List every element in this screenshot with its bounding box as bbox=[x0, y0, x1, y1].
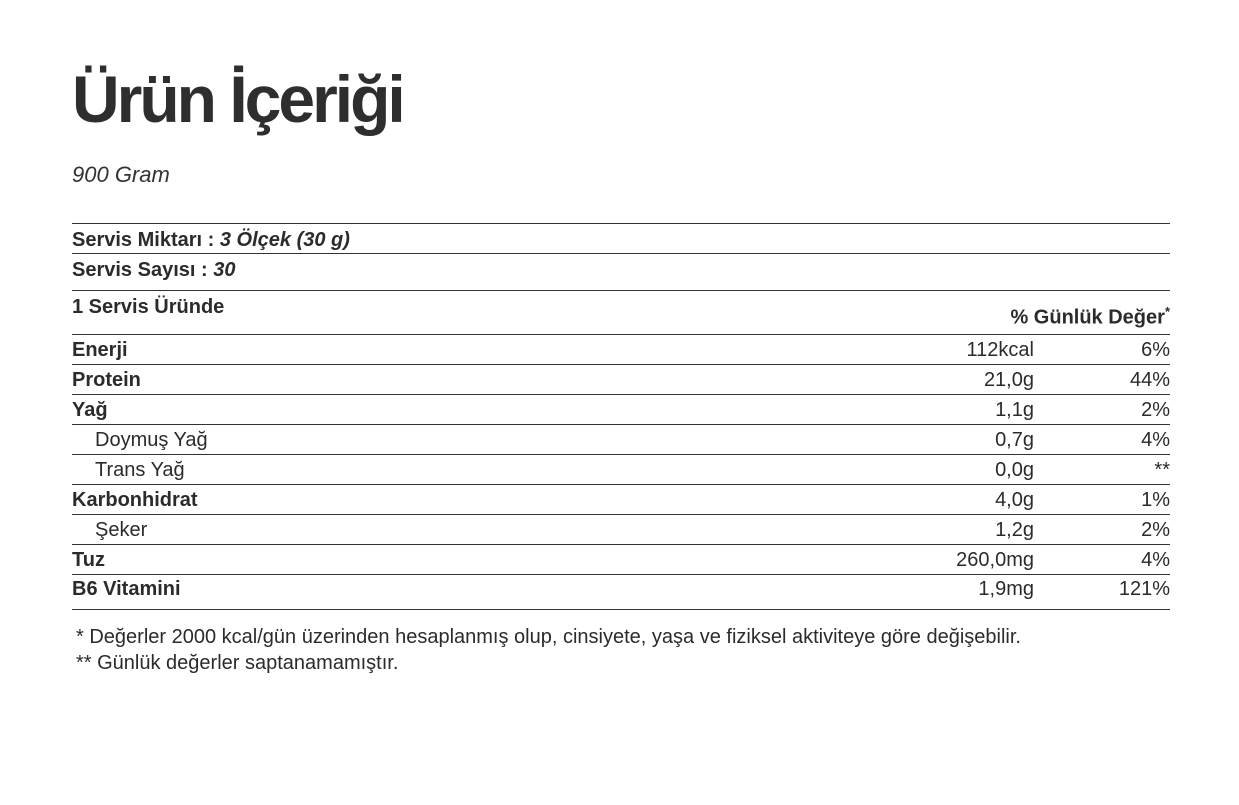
nutrient-daily-value: 44% bbox=[1129, 369, 1170, 391]
footnote: ** Günlük değerler saptanamamıştır. bbox=[76, 652, 399, 674]
nutrient-name: Doymuş Yağ bbox=[95, 429, 208, 451]
nutrient-amount: 4,0g bbox=[995, 489, 1034, 511]
package-weight: 900 Gram bbox=[72, 162, 170, 187]
nutrient-amount: 112kcal bbox=[966, 339, 1034, 361]
nutrient-amount: 1,1g bbox=[995, 399, 1034, 421]
divider bbox=[72, 223, 1170, 224]
table-row bbox=[72, 365, 1170, 395]
nutrient-daily-value: 6% bbox=[1141, 339, 1170, 361]
daily-value-header-label: % Günlük Değer bbox=[1010, 306, 1165, 329]
nutrient-daily-value: 2% bbox=[1141, 519, 1170, 541]
table-row bbox=[72, 574, 1170, 604]
nutrient-daily-value: 2% bbox=[1141, 399, 1170, 421]
nutrient-amount: 1,9mg bbox=[978, 578, 1034, 600]
nutrient-name: B6 Vitamini bbox=[72, 578, 181, 600]
servings-count-value: 30 bbox=[213, 259, 236, 281]
daily-value-asterisk: * bbox=[1164, 304, 1170, 319]
page-title: Ürün İçeriği bbox=[72, 62, 403, 136]
per-serving-header: 1 Servis Üründe bbox=[72, 296, 225, 318]
table-row bbox=[72, 485, 1170, 515]
nutrient-name: Trans Yağ bbox=[95, 459, 185, 481]
nutrient-amount: 21,0g bbox=[983, 369, 1034, 391]
nutrient-name: Enerji bbox=[72, 339, 128, 361]
nutrient-name: Karbonhidrat bbox=[72, 489, 198, 511]
nutrient-name: Tuz bbox=[72, 549, 105, 571]
table-row bbox=[72, 395, 1170, 425]
nutrient-name: Protein bbox=[72, 369, 141, 391]
nutrient-daily-value: 121% bbox=[1118, 578, 1170, 600]
nutrient-amount: 260,0mg bbox=[956, 549, 1034, 571]
nutrient-amount: 0,0g bbox=[995, 459, 1034, 481]
nutrient-name: Yağ bbox=[72, 399, 108, 421]
divider bbox=[72, 253, 1170, 254]
nutrient-daily-value: 4% bbox=[1141, 429, 1170, 451]
table-row bbox=[72, 425, 1170, 455]
nutrient-daily-value: 4% bbox=[1141, 549, 1170, 571]
nutrient-amount: 1,2g bbox=[995, 519, 1034, 541]
nutrient-name: Şeker bbox=[95, 519, 148, 541]
nutrient-daily-value: ** bbox=[1154, 459, 1170, 481]
table-row bbox=[72, 545, 1170, 575]
table-row bbox=[72, 335, 1170, 365]
serving-size-value: 3 Ölçek (30 g) bbox=[219, 229, 350, 251]
serving-size-label: Servis Miktarı : bbox=[72, 229, 215, 251]
table-row bbox=[72, 455, 1170, 485]
daily-value-header bbox=[1010, 300, 1170, 330]
serving-size bbox=[72, 228, 350, 252]
footnote: * Değerler 2000 kcal/gün üzerinden hesaplanmış olup, cinsiyete, yaşa ve fiziksel aktiviteye göre değişebilir. bbox=[76, 626, 1021, 648]
nutrient-daily-value: 1% bbox=[1141, 489, 1170, 511]
servings-count bbox=[72, 258, 235, 282]
divider bbox=[72, 290, 1170, 291]
nutrient-amount: 0,7g bbox=[995, 429, 1034, 451]
servings-count-label: Servis Sayısı : bbox=[72, 259, 208, 281]
divider bbox=[72, 609, 1170, 610]
table-row bbox=[72, 515, 1170, 545]
